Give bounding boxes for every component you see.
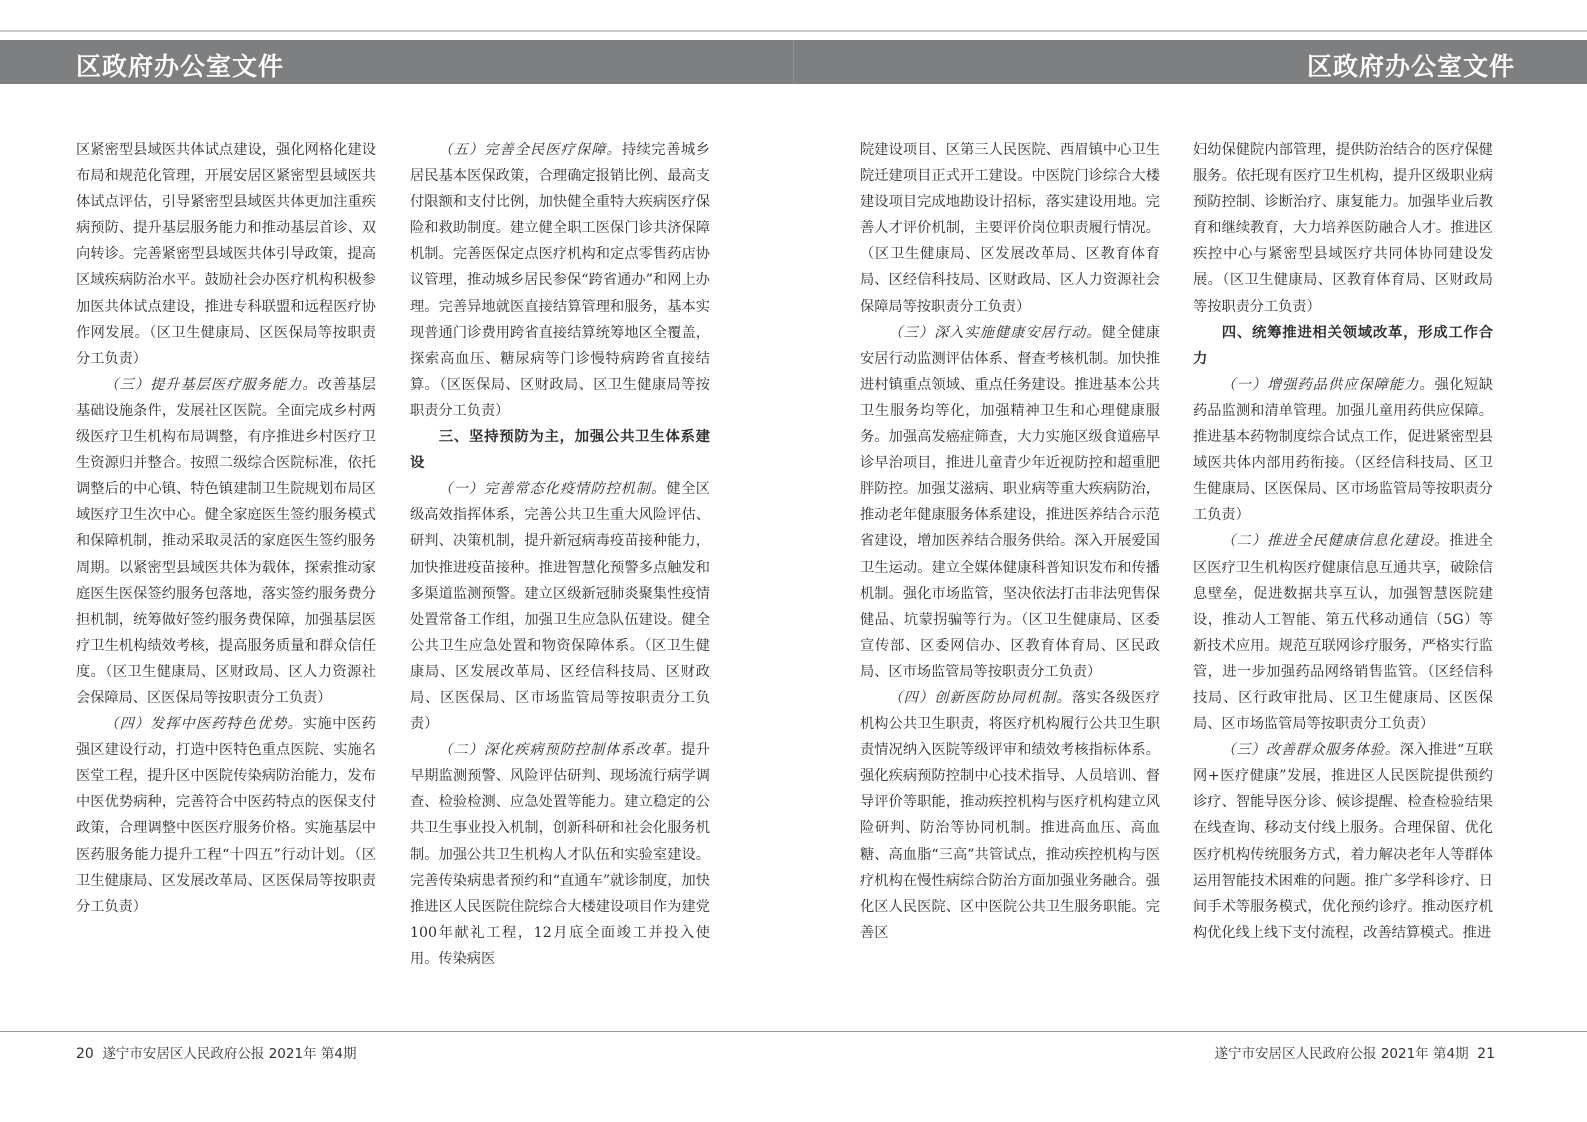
paragraph bbox=[1193, 528, 1493, 737]
section-subtitle: （四）创新医防协同机制。 bbox=[888, 689, 1072, 706]
top-rule bbox=[0, 30, 1587, 32]
paragraph bbox=[76, 711, 376, 920]
paragraph bbox=[1193, 372, 1493, 529]
page-number-right: 21 bbox=[1477, 1046, 1495, 1062]
header-title-right: 区政府办公室文件 bbox=[1306, 52, 1515, 81]
column-4 bbox=[1193, 137, 1493, 946]
section-body: 健全区级高效指挥体系，完善公共卫生重大风险评估、研判、决策机制，提升新冠病毒疫苗接种能力，加快推进疫苗接种。推进智慧化预警多点触发和多渠道监测预警。建立区级新冠肺炎聚集性疫情处置常备工作组，加强卫生应急队伍建设。健全公共卫生应急处置和物资保障体系。（区卫生健康局、区发展改革局、区经信科技局、区财政局、区医保局、区市场监管局等按职责分工负责） bbox=[410, 481, 710, 733]
section-body: 强化短缺药品监测和清单管理。加强儿童用药供应保障。推进基本药物制度综合试点工作，促进紧密型县域医共体内部用药衔接。（区经信科技局、区卫生健康局、区医保局、区市场监管局等按职责分工负责） bbox=[1193, 376, 1493, 524]
section-body: 落实各级医疗机构公共卫生职责，将医疗机构履行公共卫生职责情况纳入医院等级评审和绩效考核指标体系。强化疾病预防控制中心技术指导、人员培训、督导评价等职能，推动疾控机构与医疗机构建立风险研判、防治等协同机制。推进高血压、高血糖、高血脂“三高”共管试点，推动疾控机构与医疗机构在慢性病综合防治方面加强业务融合。强化区人民医院、区中医院公共卫生服务职能。完善区 bbox=[860, 689, 1160, 941]
paragraph bbox=[860, 685, 1160, 946]
footer-publication-left: 遂宁市安居区人民政府公报 2021年 第4期 bbox=[102, 1046, 357, 1062]
section-heading: 三、坚持预防为主，加强公共卫生体系建设 bbox=[410, 429, 710, 472]
paragraph bbox=[860, 320, 1160, 685]
footer-publication-right: 遂宁市安居区人民政府公报 2021年 第4期 bbox=[1214, 1046, 1469, 1062]
header-title-left: 区政府办公室文件 bbox=[76, 52, 285, 81]
section-subtitle: （二）深化疾病预防控制体系改革。 bbox=[438, 742, 682, 759]
paragraph bbox=[76, 372, 376, 711]
paragraph: 妇幼保健院内部管理，提供防治结合的医疗保健服务。依托现有医疗卫生机构，提升区级职业病预防控制、诊断治疗、康复能力。加强毕业后教育和继续教育，大力培养医防融合人才。推进区疾控中心与紧密型县域医疗共同体协同建设发展。（区卫生健康局、区教育体育局、区财政局等按职责分工负责） bbox=[1193, 142, 1493, 315]
section-heading: 四、统筹推进相关领域改革，形成工作合力 bbox=[1193, 324, 1493, 367]
section-body: 改善基层基础设施条件，发展社区医院。全面完成乡村两级医疗卫生机构布局调整，有序推进乡村医疗卫生资源归并整合。按照二级综合医院标准，依托调整后的中心镇、特色镇建制卫生院规划布局区域医疗卫生次中心。健全家庭医生签约服务模式和保障机制，推动采取灵活的家庭医生签约服务周期。以紧密型县域医共体为载体，探索推动家庭医生医保签约服务包落地，落实签约服务费分担机制，统筹做好签约服务费保障，加强基层医疗卫生机构绩效考核，提高服务质量和群众信任度。（区卫生健康局、区财政局、区人力资源社会保障局、区医保局等按职责分工负责） bbox=[76, 376, 376, 706]
section-body: 实施中医药强区建设行动，打造中医特色重点医院、实施名医堂工程，提升区中医院传染病防治能力，发布中医优势病种，完善符合中医药特点的医保支付政策，合理调整中医医疗服务价格。实施基层中医药服务能力提升工程“十四五”行动计划。（区卫生健康局、区发展改革局、区医保局等按职责分工负责） bbox=[76, 716, 376, 915]
section-subtitle: （五）完善全民医疗保障。 bbox=[438, 142, 622, 158]
paragraph bbox=[410, 137, 710, 424]
section-body: 持续完善城乡居民基本医保政策，合理确定报销比例、最高支付限额和支付比例，加快健全重特大疾病医疗保险和救助制度。建立健全职工医保门诊共济保障机制。完善医保定点医疗机构和定点零售药店协议管理，推动城乡居民参保“跨省通办”和网上办理。完善异地就医直接结算管理和服务，基本实现普通门诊费用跨省直接结算统筹地区全覆盖，探索高血压、糖尿病等门诊慢特病跨省直接结算。（区医保局、区财政局、区卫生健康局等按职责分工负责） bbox=[410, 142, 710, 419]
column-1 bbox=[76, 137, 376, 920]
paragraph bbox=[1193, 737, 1493, 946]
column-3 bbox=[860, 137, 1160, 946]
footer-right bbox=[1215, 1042, 1495, 1062]
section-subtitle: （三）提升基层医疗服务能力。 bbox=[104, 376, 318, 393]
section-body: 健全健康安居行动监测评估体系、督查考核机制。加快推进村镇重点领域、重点任务建设。推进基本公共卫生服务均等化，加强精神卫生和心理健康服务。加强高发癌症筛查，大力实施区级食道癌早诊早治项目，推进儿童青少年近视防控和超重肥胖防控。加强艾滋病、职业病等重大疾病防治，推动老年健康服务体系建设，推进医养结合示范省建设，增加医养结合服务供给。深入开展爱国卫生运动。建立全媒体健康科普知识发布和传播机制。强化市场监管，坚决依法打击非法兜售保健品、坑蒙拐骗等行为。（区卫生健康局、区委宣传部、区委网信办、区教育体育局、区民政局、区市场监管局等按职责分工负责） bbox=[860, 324, 1160, 680]
footer-left bbox=[76, 1042, 356, 1062]
column-2 bbox=[410, 137, 710, 972]
section-subtitle: （四）发挥中医药特色优势。 bbox=[104, 716, 303, 733]
section-subtitle: （一）增强药品供应保障能力。 bbox=[1221, 376, 1435, 393]
paragraph: 区紧密型县域医共体试点建设，强化网格化建设布局和规范化管理，开展安居区紧密型县域医共体试点评估，引导紧密型县域医共体更加注重疾病预防、提升基层服务能力和推动基层首诊、双向转诊。完善紧密型县域医共体引导政策，提高区域疾病防治水平。鼓励社会办医疗机构积极参加医共体试点建设，推进专科联盟和远程医疗协作网发展。（区卫生健康局、区医保局等按职责分工负责） bbox=[76, 142, 376, 367]
paragraph bbox=[410, 737, 710, 972]
section-body: 推进全区医疗卫生机构医疗健康信息互通共享，破除信息壁垒，促进数据共享互认，加强智慧医院建设，推动人工智能、第五代移动通信（5G）等新技术应用。规范互联网诊疗服务，严格实行监管，进一步加强药品网络销售监管。（区经信科技局、区行政审批局、区卫生健康局、区医保局、区市场监管局等按职责分工负责） bbox=[1193, 533, 1493, 733]
paragraph: 院建设项目、区第三人民医院、西眉镇中心卫生院迁建项目正式开工建设。中医院门诊综合大楼建设项目完成地勘设计招标，落实建设用地。完善人才评价机制，主要评价岗位职责履行情况。（区卫生健康局、区发展改革局、区教育体育局、区经信科技局、区财政局、区人力资源社会保障局等按职责分工负责） bbox=[860, 142, 1160, 315]
section-subtitle: （二）推进全民健康信息化建设。 bbox=[1221, 533, 1450, 550]
section-subtitle: （三）改善群众服务体验。 bbox=[1221, 742, 1400, 759]
section-body: 深入推进“互联网+医疗健康”发展，推进区人民医院提供预约诊疗、智能导医分诊、候诊提醒、检查检验结果在线查询、移动支付线上服务。合理保留、优化医疗机构传统服务方式，着力解决老年人等群体运用智能技术困难的问题。推广多学科诊疗、日间手术等服务模式，优化预约诊疗。推动医疗机构优化线上线下支付流程，改善结算模式。推进 bbox=[1193, 742, 1493, 941]
footer-rule bbox=[0, 1031, 1587, 1032]
section-body: 提升早期监测预警、风险评估研判、现场流行病学调查、检验检测、应急处置等能力。建立稳定的公共卫生事业投入机制，创新科研和社会化服务机制。加强公共卫生机构人才队伍和实验室建设。完善传染病患者预约和“直通车”就诊制度，加快推进区人民医院住院综合大楼建设项目作为建党100年献礼工程，12月底全面竣工并投入使用。传染病医 bbox=[410, 742, 710, 967]
section-subtitle: （三）深入实施健康安居行动。 bbox=[888, 324, 1102, 341]
page-number-left: 20 bbox=[76, 1046, 94, 1062]
paragraph bbox=[410, 476, 710, 737]
section-subtitle: （一）完善常态化疫情防控机制。 bbox=[438, 481, 667, 498]
page-gutter bbox=[793, 40, 794, 84]
